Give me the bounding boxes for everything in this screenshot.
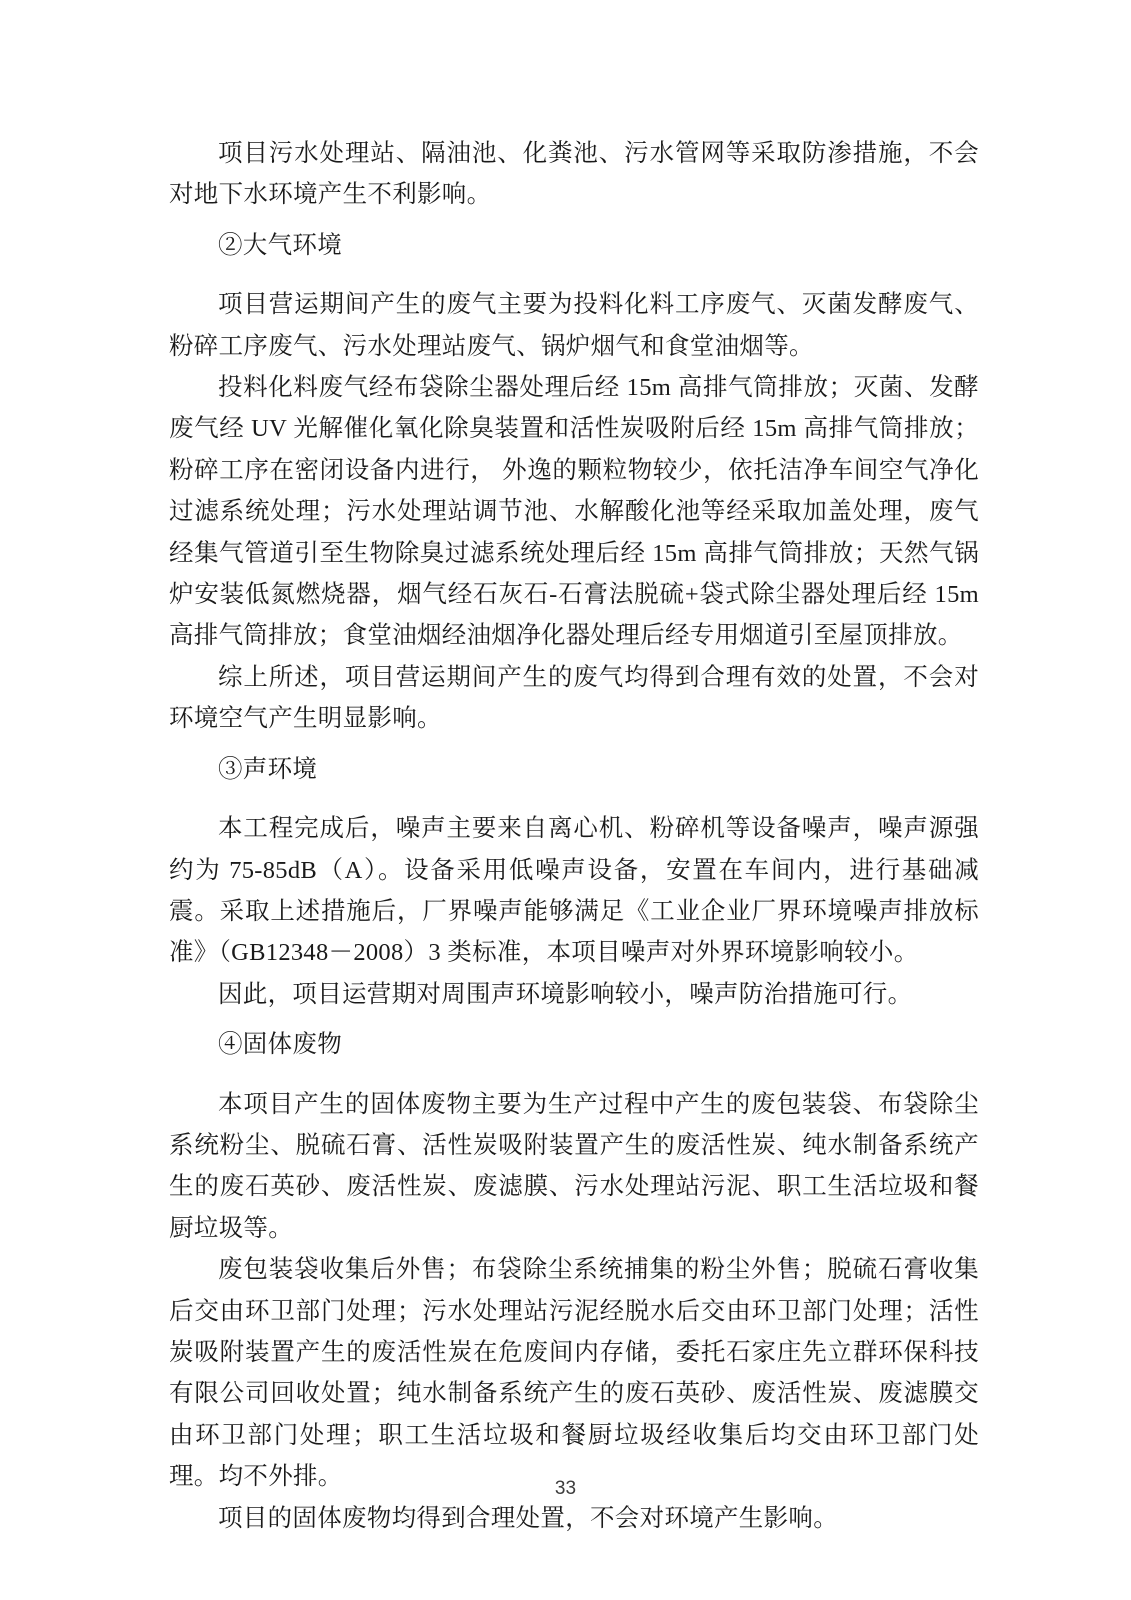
page-number: 33 [554, 1478, 577, 1499]
para-solid-waste-conclusion: 项目的固体废物均得到合理处置，不会对环境产生影响。 [218, 1504, 838, 1532]
para-noise-conclusion: 因此，项目运营期对周围声环境影响较小，噪声防治措施可行。 [218, 980, 913, 1008]
para-noise-sources-and-standards: 本工程完成后，噪声主要来自离心机、粉碎机等设备噪声，噪声源强约为 75-85dB（A）。设备采用低噪声设备，安置在车间内，进行基础减震。采取上述措施后，厂界噪声能够满足《工业企业厂界环境噪声排放标准》（GB12348－2008）3 类标准，本项目噪声对外界环境影响较小。 [169, 815, 979, 967]
para-solid-waste-types: 本项目产生的固体废物主要为生产过程中产生的废包装袋、布袋除尘系统粉尘、脱硫石膏、活性炭吸附装置产生的废活性炭、纯水制备系统产生的废石英砂、废活性炭、废滤膜、污水处理站污泥、职工生活垃圾和餐厨垃圾等。 [169, 1090, 979, 1242]
para-air-waste-gas-sources: 项目营运期间产生的废气主要为投料化料工序废气、灭菌发酵废气、粉碎工序废气、污水处理站废气、锅炉烟气和食堂油烟等。 [169, 291, 979, 360]
para-groundwater-conclusion: 项目污水处理站、隔油池、化粪池、污水管网等采取防渗措施，不会对地下水环境产生不利影响。 [169, 140, 979, 209]
heading-air-environment: ②大气环境 [218, 231, 342, 259]
para-air-conclusion: 综上所述，项目营运期间产生的废气均得到合理有效的处置，不会对环境空气产生明显影响。 [169, 663, 979, 733]
para-air-treatment-measures: 投料化料废气经布袋除尘器处理后经 15m 高排气筒排放；灭菌、发酵废气经 UV 光解催化氧化除臭装置和活性炭吸附后经 15m 高排气筒排放；粉碎工序在密闭设备内进行， 外逸的颗粒物较少，依托洁净车间空气净化过滤系统处理；污水处理站调节池、水解酸化池等经采取加盖处理，废气经集气管道引至生物除臭过滤系统处理后经 15m 高排气筒排放；天然气锅炉安装低氮燃烧器，烟气经石灰石-石膏法脱硫+袋式除尘器处理后经 15m 高排气筒排放；食堂油烟经油烟净化器处理后经专用烟道引至屋顶排放。 [169, 374, 979, 650]
para-solid-waste-disposal: 废包装袋收集后外售；布袋除尘系统捕集的粉尘外售；脱硫石膏收集后交由环卫部门处理；污水处理站污泥经脱水后交由环卫部门处理；活性炭吸附装置产生的废活性炭在危废间内存储，委托石家庄先立群环保科技有限公司回收处置；纯水制备系统产生的废石英砂、废活性炭、废滤膜交由环卫部门处理；职工生活垃圾和餐厨垃圾经收集后均交由环卫部门处理。均不外排。 [169, 1256, 979, 1491]
heading-solid-waste: ④固体废物 [218, 1031, 342, 1059]
heading-acoustic-environment: ③声环境 [218, 755, 318, 783]
page-body-text [169, 133, 979, 1539]
